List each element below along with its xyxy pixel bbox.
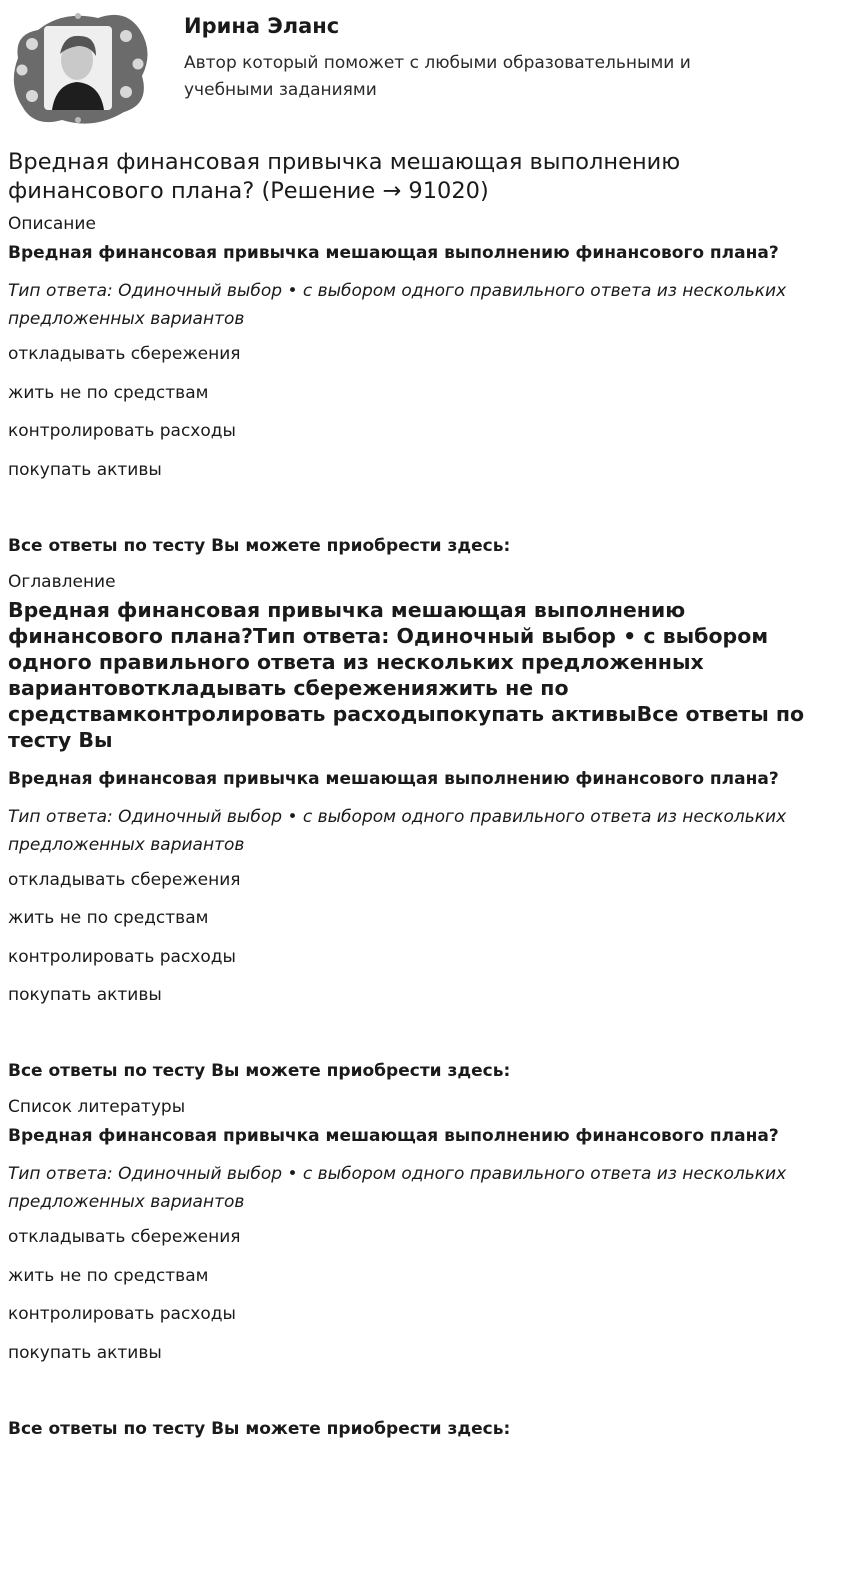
section-description <box>8 212 839 558</box>
answer-type: Тип ответа: Одиночный выбор • с выбором одного правильного ответа из нескольких предложенных вариантов <box>8 806 787 855</box>
section-label: Оглавление <box>8 571 116 592</box>
page <box>8 0 839 1453</box>
buy-answers-text: Все ответы по тесту Вы можете приобрести здесь: <box>8 1061 511 1081</box>
section-references <box>8 1095 839 1441</box>
answer-option: контролировать расходы <box>8 421 236 441</box>
page-title: Вредная финансовая привычка мешающая выполнению финансового плана? (Решение → 91020) <box>8 149 681 204</box>
section-label: Описание <box>8 214 96 234</box>
author-name[interactable]: Ирина Эланс <box>184 14 340 38</box>
answer-option: жить не по средствам <box>8 908 209 928</box>
author-avatar[interactable] <box>8 8 150 126</box>
answer-option: откладывать сбережения <box>8 1227 241 1247</box>
author-header <box>8 0 839 138</box>
answer-option: откладывать сбережения <box>8 869 241 890</box>
section-toc <box>8 570 839 1084</box>
answer-option: жить не по средствам <box>8 382 209 403</box>
answer-option: покупать активы <box>8 1342 162 1363</box>
answer-option: контролировать расходы <box>8 1304 236 1324</box>
answer-option: покупать активы <box>8 985 162 1005</box>
answer-option: покупать активы <box>8 459 162 480</box>
answer-option: контролировать расходы <box>8 946 236 967</box>
author-description: Автор который поможет с любыми образовательными и учебными заданиями <box>184 53 691 100</box>
buy-answers-text: Все ответы по тесту Вы можете приобрести здесь: <box>8 535 511 556</box>
answer-type: Тип ответа: Одиночный выбор • с выбором одного правильного ответа из нескольких предложенных вариантов <box>8 281 787 329</box>
answer-option: жить не по средствам <box>8 1265 209 1286</box>
toc-text: Вредная финансовая привычка мешающая выполнению финансового плана?Тип ответа: Одиночный выбор • с выбором одного правильного ответа из нескольких предложенных вариантовоткладывать сбереженияжить не по средствамконтролировать расходыпокупать активыВсе ответы по тесту Вы <box>8 597 805 752</box>
section-label: Список литературы <box>8 1097 186 1117</box>
answer-option: откладывать сбережения <box>8 344 241 364</box>
buy-answers-text: Все ответы по тесту Вы можете приобрести здесь: <box>8 1418 511 1439</box>
question-text: Вредная финансовая привычка мешающая выполнению финансового плана? <box>8 243 779 263</box>
question-text: Вредная финансовая привычка мешающая выполнению финансового плана? <box>8 1126 779 1146</box>
question-text: Вредная финансовая привычка мешающая выполнению финансового плана? <box>8 768 779 789</box>
answer-type: Тип ответа: Одиночный выбор • с выбором одного правильного ответа из нескольких предложенных вариантов <box>8 1164 787 1212</box>
